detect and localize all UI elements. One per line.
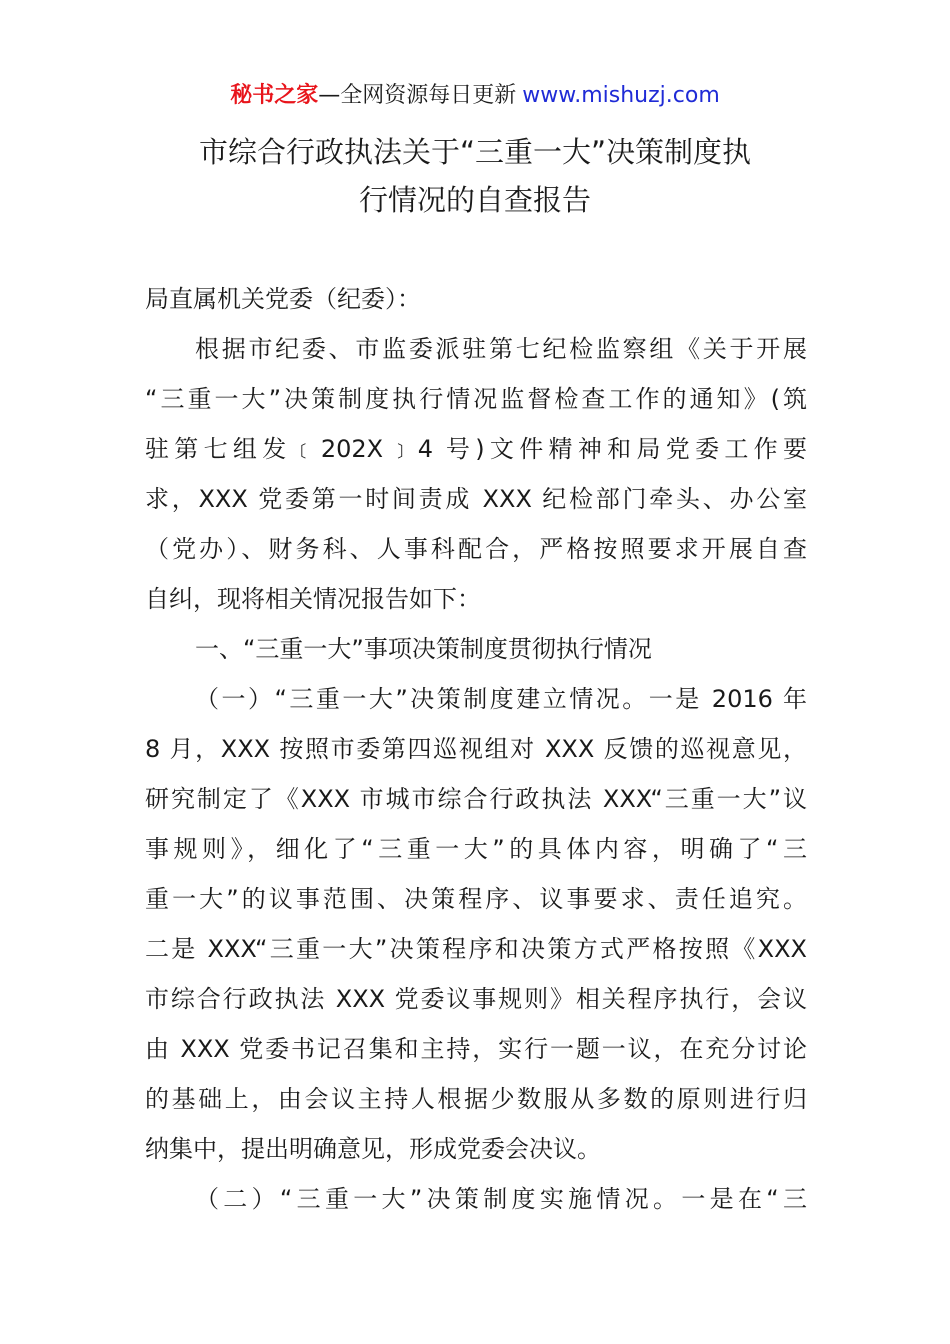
header-tagline: —全网资源每日更新	[318, 83, 517, 108]
body-line: 8 月，XXX 按照市委第四巡视组对 XXX 反馈的巡视意见，	[145, 735, 807, 763]
site-header	[0, 80, 950, 112]
title-line-2: 行情况的自查报告	[358, 183, 591, 217]
body-line: 研究制定了《XXX 市城市综合行政执法 XXX“三重一大”议	[145, 785, 807, 813]
body-line: 由 XXX 党委书记召集和主持，实行一题一议，在充分讨论	[145, 1035, 807, 1063]
body-line: 求，XXX 党委第一时间责成 XXX 纪检部门牵头、办公室	[145, 485, 807, 513]
document-title	[100, 128, 850, 224]
site-url-link[interactable]: www.mishuzj.com	[522, 83, 720, 108]
body-line: 重一大”的议事范围、决策程序、议事要求、责任追究。	[145, 885, 807, 913]
document-body	[145, 274, 807, 1224]
body-line: 自纠，现将相关情况报告如下：	[145, 585, 481, 613]
body-line: 纳集中，提出明确意见，形成党委会决议。	[145, 1135, 601, 1163]
body-line: 事规则》，细化了“三重一大”的具体内容，明确了“三	[145, 835, 807, 863]
body-line: 的基础上，由会议主持人根据少数服从多数的原则进行归	[145, 1085, 807, 1113]
body-line: （一）“三重一大”决策制度建立情况。一是 2016 年	[195, 685, 807, 713]
title-line-1: 市综合行政执法关于“三重一大”决策制度执	[198, 135, 752, 169]
body-line: 二是 XXX“三重一大”决策程序和决策方式严格按照《XXX	[145, 935, 807, 963]
body-line: “三重一大”决策制度执行情况监督检查工作的通知》(筑	[145, 385, 807, 413]
body-line: （党办）、财务科、人事科配合，严格按照要求开展自查	[145, 535, 807, 563]
brand-name: 秘书之家	[230, 83, 319, 108]
body-line: 驻第七组发﹝202X﹞4 号)文件精神和局党委工作要	[145, 435, 807, 463]
body-line: 市综合行政执法 XXX 党委议事规则》相关程序执行，会议	[145, 985, 807, 1013]
salutation: 局直属机关党委（纪委）：	[145, 285, 421, 313]
body-line: 根据市纪委、市监委派驻第七纪检监察组《关于开展	[195, 335, 807, 363]
section-heading: 一、“三重一大”事项决策制度贯彻执行情况	[195, 635, 652, 663]
body-line: （二）“三重一大”决策制度实施情况。一是在“三	[195, 1185, 807, 1213]
